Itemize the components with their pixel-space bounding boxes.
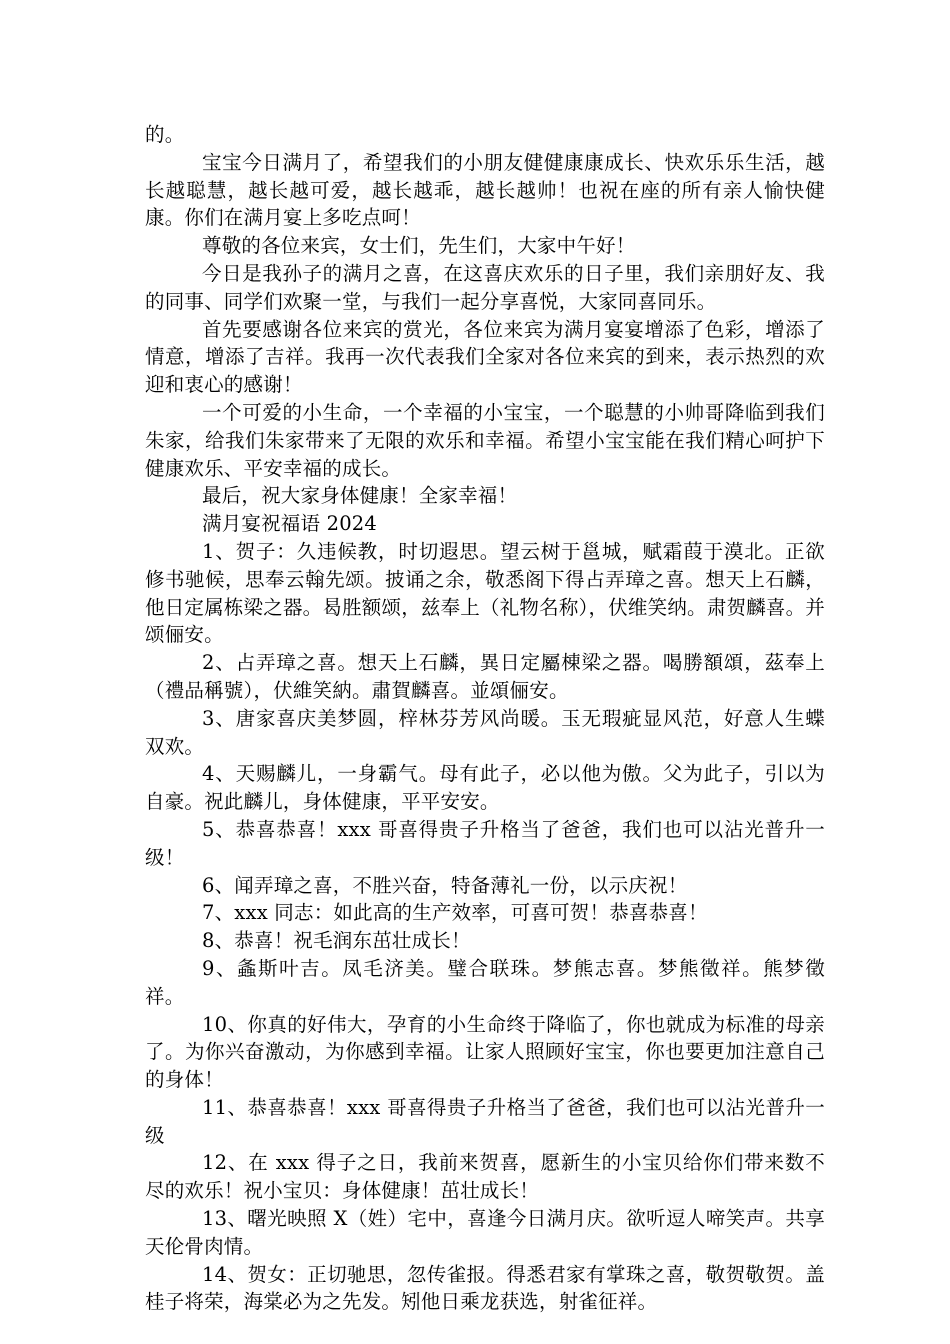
paragraph: 最后，祝大家身体健康！全家幸福！ (202, 484, 518, 508)
list-item: 3、唐家喜庆美梦圆，梓林芬芳风尚暖。玉无瑕疵显风范，好意人生蝶双欢。 (145, 706, 825, 758)
list-item: 8、恭喜！祝毛润东茁壮成长！ (202, 929, 471, 953)
list-item: 12、在 xxx 得子之日，我前来贺喜，愿新生的小宝贝给你们带来数不尽的欢乐！祝小宝贝：身体健康！茁壮成长！ (145, 1151, 825, 1203)
list-item: 9、螽斯叶吉。凤毛济美。璧合联珠。梦熊志喜。梦熊徵祥。熊梦徵祥。 (145, 956, 825, 1008)
list-item: 14、贺女：正切驰思，忽传雀报。得悉君家有掌珠之喜，敬贺敬贺。盖桂子将荣，海棠必为之先发。矧他日乘龙获选，射雀征祥。 (145, 1262, 825, 1314)
paragraph: 尊敬的各位来宾，女士们，先生们，大家中午好！ (202, 234, 636, 258)
paragraph: 一个可爱的小生命，一个幸福的小宝宝，一个聪慧的小帅哥降临到我们朱家，给我们朱家带来了无限的欢乐和幸福。希望小宝宝能在我们精心呵护下健康欢乐、平安幸福的成长。 (145, 400, 825, 480)
list-item: 7、xxx 同志：如此高的生产效率，可喜可贺！恭喜恭喜！ (202, 901, 708, 925)
paragraph: 宝宝今日满月了，希望我们的小朋友健健康康成长、快欢乐乐生活，越长越聪慧，越长越可爱，越长越乖，越长越帅！也祝在座的所有亲人愉快健康。你们在满月宴上多吃点呵！ (145, 150, 825, 230)
section-heading: 满月宴祝福语 2024 (202, 512, 378, 536)
list-item: 10、你真的好伟大，孕育的小生命终于降临了，你也就成为标准的母亲了。为你兴奋激动，为你感到幸福。让家人照顾好宝宝，你也要更加注意自己的身体！ (145, 1012, 825, 1092)
list-item: 5、恭喜恭喜！xxx 哥喜得贵子升格当了爸爸，我们也可以沾光普升一级！ (145, 817, 825, 869)
paragraph: 今日是我孙子的满月之喜，在这喜庆欢乐的日子里，我们亲朋好友、我的同事、同学们欢聚一堂，与我们一起分享喜悦，大家同喜同乐。 (145, 261, 825, 313)
paragraph: 的。 (145, 123, 185, 146)
list-item: 1、贺子：久违候教，时切遐思。望云树于邕城，赋霜葭于漠北。正欲修书驰候，思奉云翰先颂。披诵之余，敬悉阁下得占弄璋之喜。想天上石麟，他日定属栋梁之器。曷胜额颂，兹奉上（礼物名称），伏维笑纳。肃贺麟喜。并颂俪安。 (145, 539, 825, 647)
list-item: 13、曙光映照 X（姓）宅中，喜逢今日满月庆。欲听逗人啼笑声。共享天伦骨肉情。 (145, 1207, 825, 1258)
paragraph: 首先要感谢各位来宾的赏光，各位来宾为满月宴宴增添了色彩，增添了情意，增添了吉祥。我再一次代表我们全家对各位来宾的到来，表示热烈的欢迎和衷心的感谢！ (145, 317, 825, 397)
list-item: 11、恭喜恭喜！xxx 哥喜得贵子升格当了爸爸，我们也可以沾光普升一级 (145, 1095, 825, 1147)
list-item: 2、占弄璋之喜。想天上石麟，異日定屬棟梁之器。喝勝額頌，茲奉上（禮品稱號），伏維笑納。肅賀麟喜。並頌俪安。 (145, 651, 825, 702)
list-item: 4、天赐麟儿，一身霸气。母有此子，必以他为傲。父为此子，引以为自豪。祝此麟儿，身体健康，平平安安。 (145, 762, 825, 814)
list-item: 6、闻弄璋之喜，不胜兴奋，特备薄礼一份，以示庆祝！ (202, 873, 688, 897)
document-body (145, 121, 825, 1316)
